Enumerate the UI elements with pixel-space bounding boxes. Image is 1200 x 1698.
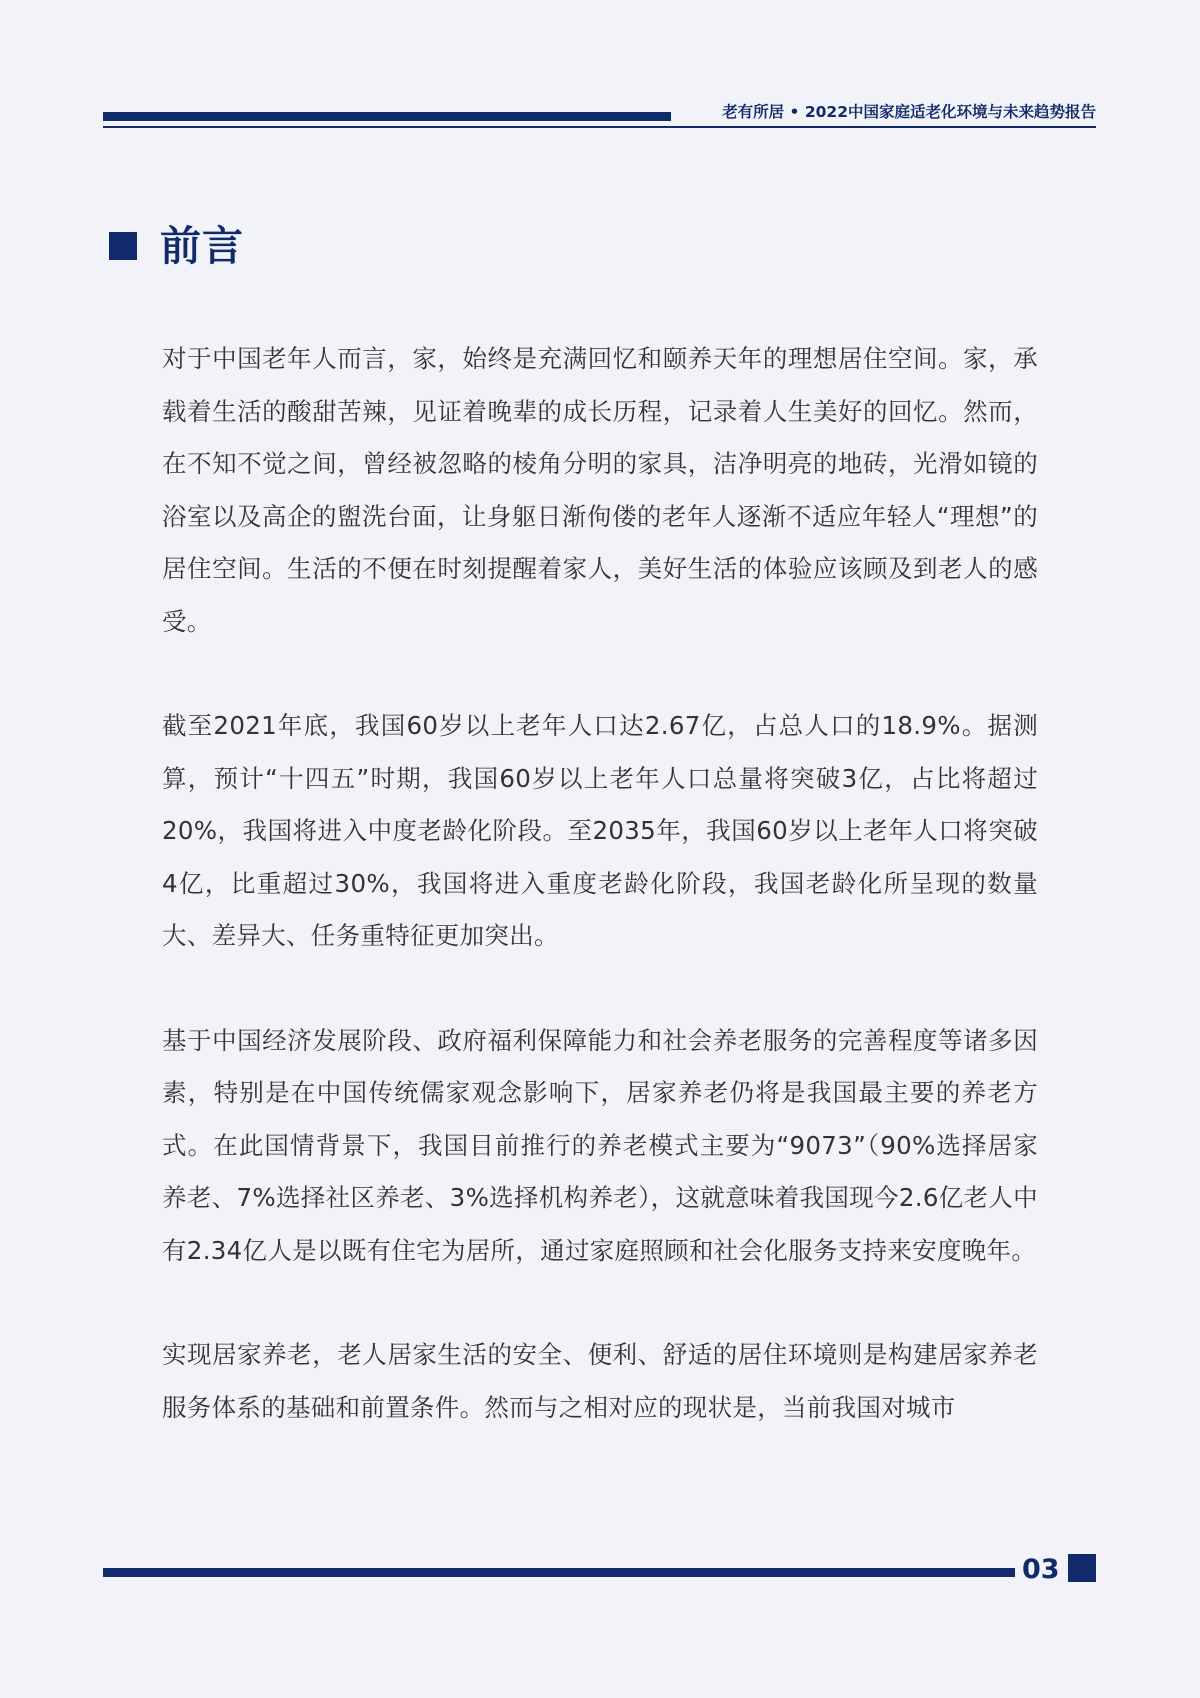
- paragraph-1: 对于中国老年人而言，家，始终是充满回忆和颐养天年的理想居住空间。家，承载着生活的酸甜苦辣，见证着晚辈的成长历程，记录着人生美好的回忆。然而，在不知不觉之间，曾经被忽略的棱角分明的家具，洁净明亮的地砖，光滑如镜的浴室以及高企的盥洗台面，让身躯日渐佝偻的老年人逐渐不适应年轻人“理想”的居住空间。生活的不便在时刻提醒着家人，美好生活的体验应该顾及到老人的感受。: [162, 344, 1038, 636]
- footer-bar: [103, 1568, 1015, 1577]
- title-square-icon: [109, 232, 137, 260]
- header-accent-bar: [103, 112, 671, 121]
- paragraph-3: 基于中国经济发展阶段、政府福利保障能力和社会养老服务的完善程度等诸多因素，特别是在中国传统儒家观念影响下，居家养老仍将是我国最主要的养老方式。在此国情背景下，我国目前推行的养老模式主要为“9073”（90%选择居家养老、7%选择社区养老、3%选择机构养老），这就意味着我国现今2.6亿老人中有2.34亿人是以既有住宅为居所，通过家庭照顾和社会化服务支持来安度晚年。: [162, 1025, 1038, 1265]
- page-number: 03: [1022, 1554, 1060, 1585]
- paragraph-2: 截至2021年底，我国60岁以上老年人口达2.67亿，占总人口的18.9%。据测算，预计“十四五”时期，我国60岁以上老年人口总量将突破3亿，占比将超过20%，我国将进入中度老龄化阶段。至2035年，我国60岁以上老年人口将突破4亿，比重超过30%，我国将进入重度老龄化阶段，我国老龄化所呈现的数量大、差异大、任务重特征更加突出。: [162, 711, 1038, 950]
- body-text: [162, 333, 1038, 1434]
- header-rule: [103, 126, 1096, 128]
- running-header: [103, 102, 1096, 132]
- page-title: 前言: [160, 222, 244, 270]
- footer-square-icon: [1068, 1554, 1096, 1582]
- paragraph-4: 实现居家养老，老人居家生活的安全、便利、舒适的居住环境则是构建居家养老服务体系的基础和前置条件。然而与之相对应的现状是，当前我国对城市: [162, 1340, 1038, 1422]
- header-title: 老有所居 • 2022中国家庭适老化环境与未来趋势报告: [722, 103, 1096, 121]
